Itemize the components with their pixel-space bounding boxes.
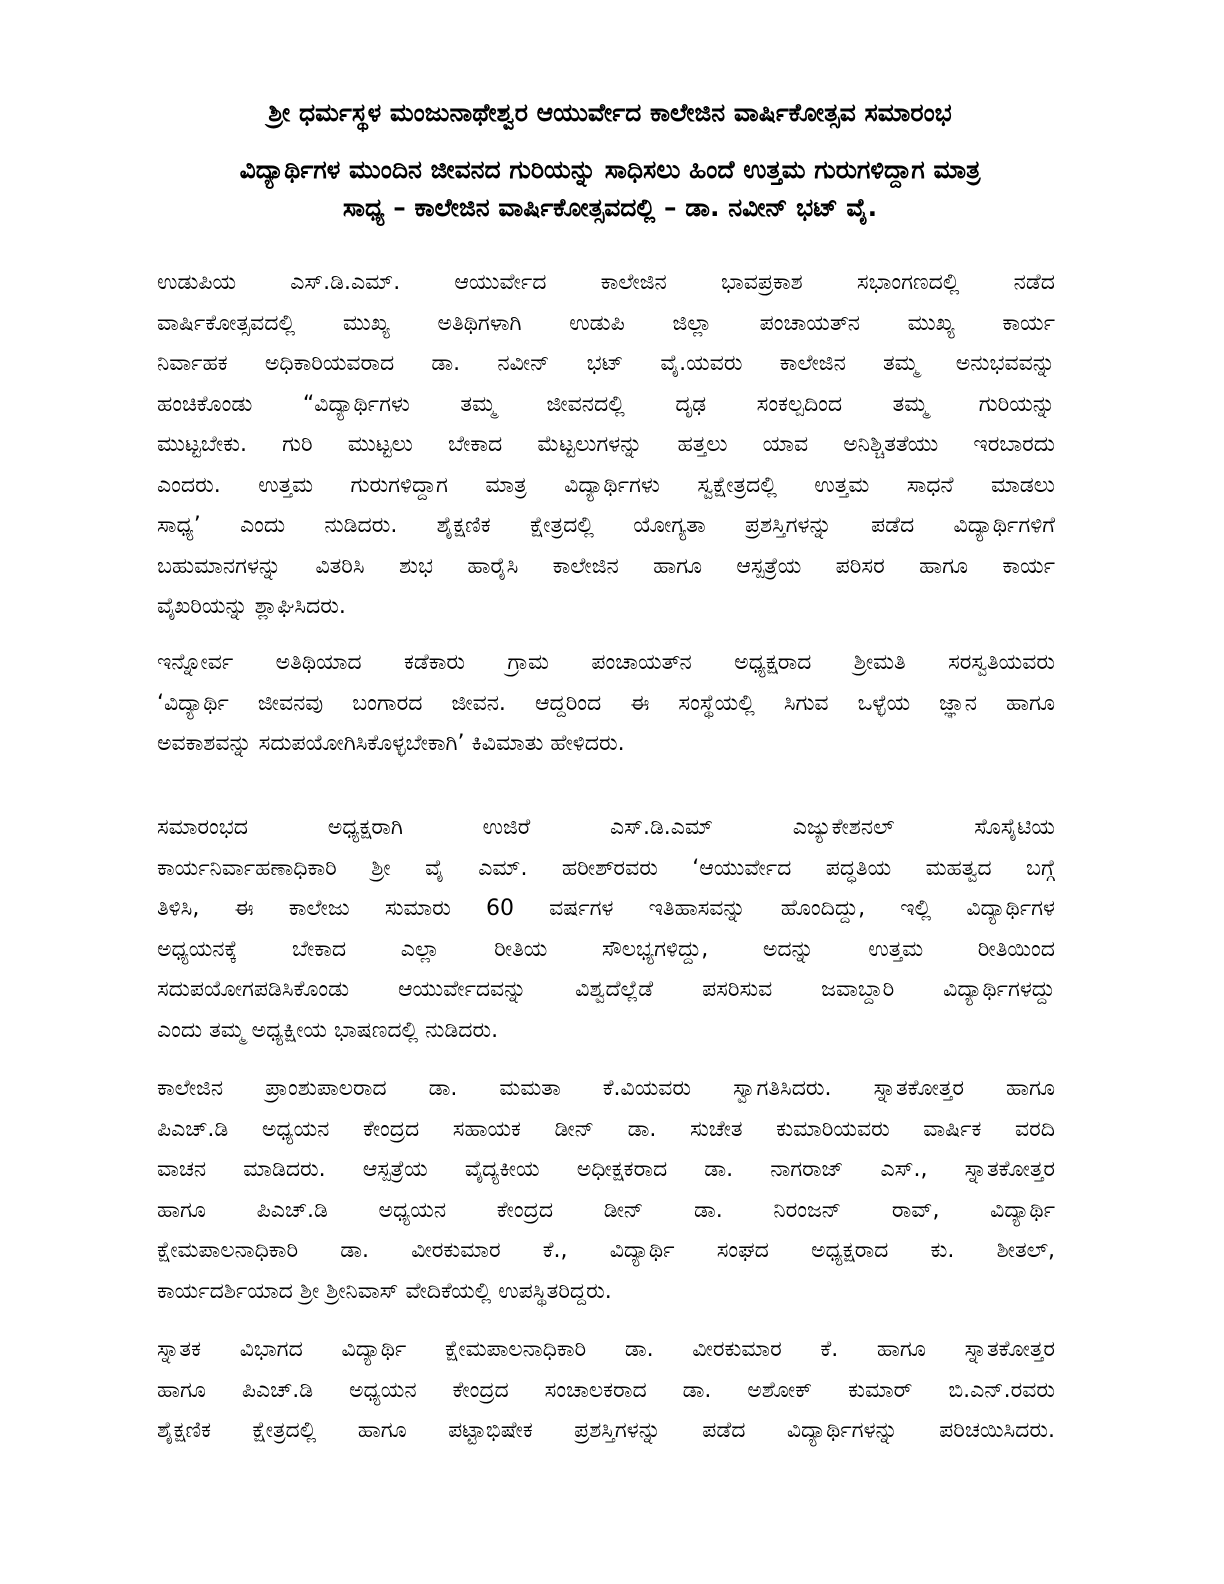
text-line-content: ಶೈಕ್ಷಣಿಕ ಕ್ಷೇತ್ರದಲ್ಲಿ ಹಾಗೂ ಪಟ್ಟಾಭಿಷೇಕ ಪ್ರಶಸ್ತಿಗಳನ್ನು ಪಡೆದ ವಿದ್ಯಾರ್ಥಿಗಳನ್ನು ಪರಿಚಯಿಸಿದರು. <box>157 1418 1055 1443</box>
text-line-content: ಹಂಚಿಕೊಂಡು “ವಿದ್ಯಾರ್ಥಿಗಳು ತಮ್ಮ ಜೀವನದಲ್ಲಿ ದೃಢ ಸಂಕಲ್ಪದಿಂದ ತಮ್ಮ ಗುರಿಯನ್ನು <box>157 391 1055 417</box>
paragraph-second-guest-speech <box>157 643 1055 765</box>
text-line-content: ಹಾಗೂ ಪಿಎಚ್.ಡಿ ಅಧ್ಯಯನ ಕೇಂದ್ರದ ಡೀನ್ ಡಾ. ನಿರಂಜನ್ ರಾವ್, ವಿದ್ಯಾರ್ಥಿ <box>157 1197 1055 1223</box>
paragraph-student-introductions <box>157 1330 1055 1452</box>
text-line-content: ಸ್ನಾತಕ ವಿಭಾಗದ ವಿದ್ಯಾರ್ಥಿ ಕ್ಷೇಮಪಾಲನಾಧಿಕಾರಿ ಡಾ. ವೀರಕುಮಾರ ಕೆ. ಹಾಗೂ ಸ್ನಾತಕೋತ್ತರ <box>157 1337 1055 1362</box>
text-line-content: ಅವಕಾಶವನ್ನು ಸದುಪಯೋಗಿಸಿಕೊಳ್ಳಬೇಕಾಗಿ’ ಕಿವಿಮಾತು ಹೇಳಿದರು. <box>157 731 625 756</box>
text-line-content: ಅಧ್ಯಯನಕ್ಕೆ ಬೇಕಾದ ಎಲ್ಲಾ ರೀತಿಯ ಸೌಲಭ್ಯಗಳಿದ್ದು, ಅದನ್ನು ಉತ್ತಮ ರೀತಿಯಿಂದ <box>157 936 1055 962</box>
text-line <box>157 466 1055 507</box>
text-line <box>157 385 1055 426</box>
text-line <box>157 547 1055 588</box>
text-line <box>157 304 1055 345</box>
text-line <box>157 587 1055 628</box>
text-line <box>157 1191 1055 1232</box>
text-line-content: ಕ್ಷೇಮಪಾಲನಾಧಿಕಾರಿ ಡಾ. ವೀರಕುಮಾರ ಕೆ., ವಿದ್ಯಾರ್ಥಿ ಸಂಘದ ಅಧ್ಯಕ್ಷರಾದ ಕು. ಶೀತಲ್, <box>157 1238 1055 1263</box>
paragraph-chief-guest-speech <box>157 263 1055 628</box>
text-line-content: ತಿಳಿಸಿ, ಈ ಕಾಲೇಜು ಸುಮಾರು 60 ವರ್ಷಗಳ ಇತಿಹಾಸವನ್ನು ಹೊಂದಿದ್ದು, ಇಲ್ಲಿ ವಿದ್ಯಾರ್ಥಿಗಳ <box>157 896 1055 921</box>
text-line-content: ಕಾರ್ಯನಿರ್ವಾಹಣಾಧಿಕಾರಿ ಶ್ರೀ ವೈ ಎಮ್. ಹರೀಶ್‍ರವರು ‘ಆಯುರ್ವೇದ ಪದ್ಧತಿಯ ಮಹತ್ವದ ಬಗ್ಗೆ <box>157 855 1055 881</box>
document-title-line-1: ಶ್ರೀ ಧರ್ಮಸ್ಥಳ ಮಂಜುನಾಥೇಶ್ವರ ಆಯುರ್ವೇದ ಕಾಲೇಜಿನ ವಾರ್ಷಿಕೋತ್ಸವ ಸಮಾರಂಭ <box>268 98 952 127</box>
text-line-content: ಇನ್ನೋರ್ವ ಅತಿಥಿಯಾದ ಕಡೆಕಾರು ಗ್ರಾಮ ಪಂಚಾಯತ್‍ನ ಅಧ್ಯಕ್ಷರಾದ ಶ್ರೀಮತಿ ಸರಸ್ವತಿಯವರು <box>157 650 1055 675</box>
text-line <box>157 344 1055 385</box>
text-line <box>157 1069 1055 1110</box>
text-line-content: ನಿರ್ವಾಹಕ ಅಧಿಕಾರಿಯವರಾದ ಡಾ. ನವೀನ್ ಭಟ್ ವೈ.ಯವರು ಕಾಲೇಜಿನ ತಮ್ಮ ಅನುಭವವನ್ನು <box>157 351 1055 376</box>
text-line-content: ಎಂದು ತಮ್ಮ ಅಧ್ಯಕ್ಷೀಯ ಭಾಷಣದಲ್ಲಿ ನುಡಿದರು. <box>157 1017 499 1043</box>
text-line-content: ಸದುಪಯೋಗಪಡಿಸಿಕೊಂಡು ಆಯುರ್ವೇದವನ್ನು ವಿಶ್ವದೆಲ್ಲೆಡೆ ಪಸರಿಸುವ ಜವಾಬ್ದಾರಿ ವಿದ್ಯಾರ್ಥಿಗಳದ್ದು <box>157 977 1055 1002</box>
text-line <box>157 1411 1055 1452</box>
text-line <box>157 889 1055 930</box>
text-line <box>157 684 1055 725</box>
text-line <box>157 1371 1055 1412</box>
text-line-content: ಹಾಗೂ ಪಿಎಚ್.ಡಿ ಅಧ್ಯಯನ ಕೇಂದ್ರದ ಸಂಚಾಲಕರಾದ ಡಾ. ಅಶೋಕ್ ಕುಮಾರ್ ಬಿ.ಎನ್.ರವರು <box>157 1377 1055 1403</box>
text-line-content: ವಾರ್ಷಿಕೋತ್ಸವದಲ್ಲಿ ಮುಖ್ಯ ಅತಿಥಿಗಳಾಗಿ ಉಡುಪಿ ಜಿಲ್ಲಾ ಪಂಚಾಯತ್‍ನ ಮುಖ್ಯ ಕಾರ್ಯ <box>157 310 1055 336</box>
text-line-content: ಎಂದರು. ಉತ್ತಮ ಗುರುಗಳಿದ್ದಾಗ ಮಾತ್ರ ವಿದ್ಯಾರ್ಥಿಗಳು ಸ್ವಕ್ಷೇತ್ರದಲ್ಲಿ ಉತ್ತಮ ಸಾಧನೆ ಮಾಡಲು <box>157 472 1055 498</box>
text-line <box>157 1272 1055 1313</box>
text-line <box>157 425 1055 466</box>
text-line-content: ಕಾರ್ಯದರ್ಶಿಯಾದ ಶ್ರೀ ಶ್ರೀನಿವಾಸ್ ವೇದಿಕೆಯಲ್ಲಿ ಉಪಸ್ಥಿತರಿದ್ದರು. <box>157 1278 612 1304</box>
text-line <box>157 724 1055 765</box>
paragraph-dignitaries <box>157 1069 1055 1312</box>
text-line <box>157 1110 1055 1151</box>
text-line-content: ಪಿಎಚ್.ಡಿ ಅಧ್ಯಯನ ಕೇಂದ್ರದ ಸಹಾಯಕ ಡೀನ್ ಡಾ. ಸುಚೇತ ಕುಮಾರಿಯವರು ವಾರ್ಷಿಕ ವರದಿ <box>157 1116 1055 1142</box>
text-line <box>157 930 1055 971</box>
text-line <box>157 808 1055 849</box>
text-line <box>157 849 1055 890</box>
text-line-content: ಸಾಧ್ಯ’ ಎಂದು ನುಡಿದರು. ಶೈಕ್ಷಣಿಕ ಕ್ಷೇತ್ರದಲ್ಲಿ ಯೋಗ್ಯತಾ ಪ್ರಶಸ್ತಿಗಳನ್ನು ಪಡೆದ ವಿದ್ಯಾರ್ಥಿಗಳಿಗೆ <box>157 513 1055 538</box>
text-line-content: ವೈಖರಿಯನ್ನು ಶ್ಲಾಘಿಸಿದರು. <box>157 594 346 619</box>
text-line <box>157 1330 1055 1371</box>
text-line-content: ‘ವಿದ್ಯಾರ್ಥಿ ಜೀವನವು ಬಂಗಾರದ ಜೀವನ. ಆದ್ದರಿಂದ ಈ ಸಂಸ್ಥೆಯಲ್ಲಿ ಸಿಗುವ ಒಳ್ಳೆಯ ಜ್ಞಾನ ಹಾಗೂ <box>157 690 1055 716</box>
document-subtitle-line-2: ಸಾಧ್ಯ – ಕಾಲೇಜಿನ ವಾರ್ಷಿಕೋತ್ಸವದಲ್ಲಿ – ಡಾ. ನವೀನ್ ಭಟ್ ವೈ. <box>342 193 878 222</box>
text-line <box>157 506 1055 547</box>
text-line <box>157 1150 1055 1191</box>
text-line <box>157 1231 1055 1272</box>
text-line <box>157 263 1055 304</box>
text-line <box>157 1011 1055 1052</box>
text-line-content: ಕಾಲೇಜಿನ ಪ್ರಾಂಶುಪಾಲರಾದ ಡಾ. ಮಮತಾ ಕೆ.ವಿಯವರು ಸ್ವಾಗತಿಸಿದರು. ಸ್ನಾತಕೋತ್ತರ ಹಾಗೂ <box>157 1076 1055 1101</box>
text-line-content: ಸಮಾರಂಭದ ಅಧ್ಯಕ್ಷರಾಗಿ ಉಜಿರೆ ಎಸ್.ಡಿ.ಎಮ್ ಎಜ್ಯುಕೇಶನಲ್ ಸೊಸೈಟಿಯ <box>157 815 1055 840</box>
text-line <box>157 643 1055 684</box>
document-subtitle-line-1: ವಿದ್ಯಾರ್ಥಿಗಳ ಮುಂದಿನ ಜೀವನದ ಗುರಿಯನ್ನು ಸಾಧಿಸಲು ಹಿಂದೆ ಉತ್ತಮ ಗುರುಗಳಿದ್ದಾಗ ಮಾತ್ರ <box>239 155 981 184</box>
text-line-content: ಬಹುಮಾನಗಳನ್ನು ವಿತರಿಸಿ ಶುಭ ಹಾರೈಸಿ ಕಾಲೇಜಿನ ಹಾಗೂ ಆಸ್ಪತ್ರೆಯ ಪರಿಸರ ಹಾಗೂ ಕಾರ್ಯ <box>157 553 1055 579</box>
paragraph-president-speech <box>157 808 1055 1051</box>
text-line-content: ವಾಚನ ಮಾಡಿದರು. ಆಸ್ಪತ್ರೆಯ ವೈದ್ಯಕೀಯ ಅಧೀಕ್ಷಕರಾದ ಡಾ. ನಾಗರಾಜ್ ಎಸ್., ಸ್ನಾತಕೋತ್ತರ <box>157 1157 1055 1182</box>
text-line <box>157 970 1055 1011</box>
text-line-content: ಉಡುಪಿಯ ಎಸ್.ಡಿ.ಎಮ್. ಆಯುರ್ವೇದ ಕಾಲೇಜಿನ ಭಾವಪ್ರಕಾಶ ಸಭಾಂಗಣದಲ್ಲಿ ನಡೆದ <box>157 270 1055 295</box>
text-line-content: ಮುಟ್ಟಬೇಕು. ಗುರಿ ಮುಟ್ಟಲು ಬೇಕಾದ ಮೆಟ್ಟಲುಗಳನ್ನು ಹತ್ತಲು ಯಾವ ಅನಿಶ್ಚಿತತೆಯು ಇರಬಾರದು <box>157 432 1055 457</box>
